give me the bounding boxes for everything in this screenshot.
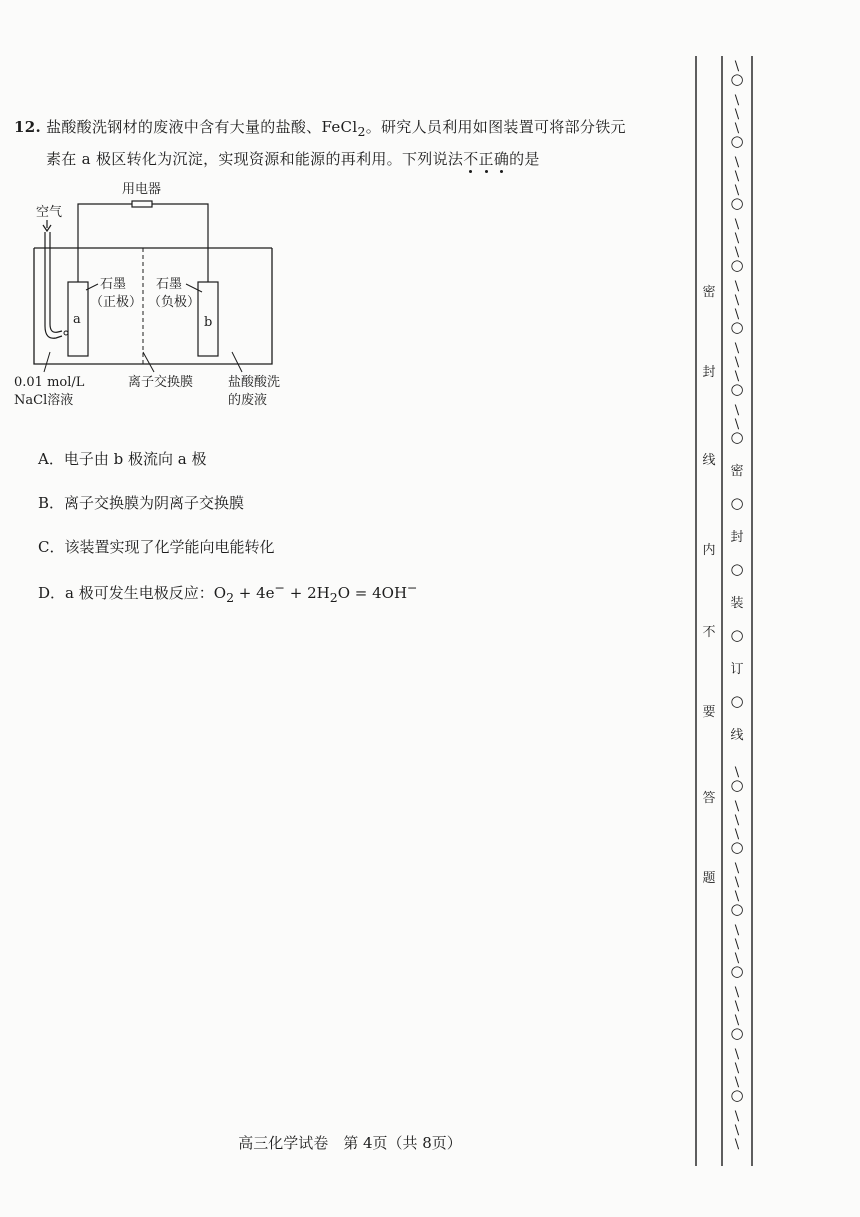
binding-slash: \ — [734, 93, 740, 108]
binding-slash: \ — [734, 107, 740, 122]
option-d-oh: O = 4OH — [337, 584, 408, 602]
page-footer: 高三化学试卷 第 4页（共 8页） — [238, 1134, 462, 1152]
binding-slash: \ — [734, 155, 740, 170]
binding-outer-char-2: 封 — [702, 365, 716, 380]
formula-fecl: FeCl — [321, 118, 358, 136]
question-number: 12. — [14, 118, 41, 136]
membrane-label: 离子交换膜 — [128, 375, 194, 390]
binding-inner-char-5: 线 — [730, 728, 744, 743]
binding-circle: ○ — [730, 494, 744, 512]
air-label: 空气 — [36, 205, 63, 220]
binding-slash: \ — [734, 1061, 740, 1076]
graphite-right-pole: （负极） — [148, 295, 201, 310]
wire-left — [78, 204, 132, 282]
binding-slash: \ — [734, 799, 740, 814]
question-text-4: 的是 — [509, 150, 540, 168]
binding-slash: \ — [734, 999, 740, 1014]
appliance-label: 用电器 — [122, 182, 162, 197]
option-d-h-sub: 2 — [329, 590, 338, 605]
binding-slash: \ — [734, 937, 740, 952]
binding-inner-char-1: 密 — [730, 464, 744, 479]
binding-slash: \ — [734, 59, 740, 74]
binding-circle: ○ — [730, 70, 744, 88]
electrolysis-diagram — [10, 176, 310, 416]
binding-slash: \ — [734, 355, 740, 370]
wire-right — [152, 204, 208, 282]
option-d-prefix: D．a 极可发生电极反应： — [38, 584, 214, 602]
binding-slash: \ — [734, 217, 740, 232]
option-d-4e: + 4e — [234, 584, 275, 602]
question-line-1 — [14, 116, 626, 139]
binding-slash: \ — [734, 169, 740, 184]
waste-label-line2: 的废液 — [228, 393, 268, 408]
graphite-right-label: 石墨 — [156, 277, 183, 292]
binding-outer-char-4: 内 — [702, 543, 716, 558]
binding-circle: ○ — [730, 692, 744, 710]
binding-slash: \ — [734, 307, 740, 322]
binding-slash: \ — [734, 861, 740, 876]
membrane-leader — [143, 352, 154, 372]
emphasis-char-3: 确 — [493, 150, 510, 168]
option-a: A．电子由 b 极流向 a 极 — [38, 450, 207, 468]
binding-slash: \ — [734, 121, 740, 136]
option-d-o-sub: 2 — [226, 590, 235, 605]
binding-outer-char-8: 题 — [702, 871, 716, 886]
waste-leader — [232, 352, 242, 372]
binding-marks — [702, 59, 743, 1152]
option-d — [38, 580, 418, 605]
binding-slash: \ — [734, 341, 740, 356]
binding-outer-char-7: 答 — [702, 791, 716, 806]
binding-slash: \ — [734, 765, 740, 780]
binding-outer-char-1: 密 — [702, 285, 716, 300]
emphasis-char-1: 不 — [463, 150, 479, 168]
binding-slash: \ — [734, 245, 740, 260]
option-b: B．离子交换膜为阴离子交换膜 — [38, 494, 245, 512]
binding-slash: \ — [734, 293, 740, 308]
binding-slash: \ — [734, 827, 740, 842]
binding-circle: ○ — [730, 132, 744, 150]
binding-outer-char-3: 线 — [702, 453, 716, 468]
waste-label-line1: 盐酸酸洗 — [228, 375, 281, 390]
electrode-a-label: a — [73, 312, 81, 327]
option-d-o: O — [213, 584, 227, 602]
binding-circle: ○ — [730, 900, 744, 918]
nacl-label-line2: NaCl溶液 — [14, 393, 74, 408]
binding-slash: \ — [734, 951, 740, 966]
question-text-1: 盐酸酸洗钢材的废液中含有大量的盐酸、 — [46, 118, 322, 136]
option-d-e-sup: − — [274, 580, 286, 595]
binding-circle: ○ — [730, 626, 744, 644]
binding-slash: \ — [734, 1109, 740, 1124]
binding-circle: ○ — [730, 776, 744, 794]
nacl-leader — [44, 352, 50, 372]
emphasis-char-2: 正 — [478, 150, 494, 168]
binding-circle: ○ — [730, 256, 744, 274]
binding-slash: \ — [734, 1013, 740, 1028]
binding-slash: \ — [734, 1123, 740, 1138]
question-text-3: 素在 a 极区转化为沉淀，实现资源和能源的再利用。下列说法 — [46, 150, 464, 168]
binding-slash: \ — [734, 875, 740, 890]
graphite-left-pole: （正极） — [90, 295, 143, 310]
binding-slash: \ — [734, 1075, 740, 1090]
nacl-label-line1: 0.01 mol/L — [14, 375, 85, 390]
graphite-left-label: 石墨 — [100, 277, 127, 292]
binding-slash: \ — [734, 889, 740, 904]
binding-slash: \ — [734, 923, 740, 938]
binding-circle: ○ — [730, 560, 744, 578]
electrode-b-label: b — [204, 315, 213, 330]
binding-slash: \ — [734, 369, 740, 384]
binding-circle: ○ — [730, 428, 744, 446]
binding-slash: \ — [734, 183, 740, 198]
binding-margin — [694, 56, 754, 1166]
binding-inner-char-2: 封 — [730, 530, 744, 545]
binding-circle: ○ — [730, 318, 744, 336]
binding-inner-char-4: 订 — [730, 662, 744, 677]
binding-slash: \ — [734, 1047, 740, 1062]
binding-circle: ○ — [730, 1024, 744, 1042]
binding-circle: ○ — [730, 962, 744, 980]
binding-inner-char-3: 装 — [730, 596, 744, 611]
appliance-resistor — [132, 201, 152, 207]
binding-circle: ○ — [730, 194, 744, 212]
binding-slash: \ — [734, 403, 740, 418]
option-c: C．该装置实现了化学能向电能转化 — [38, 538, 275, 556]
binding-slash: \ — [734, 279, 740, 294]
binding-slash: \ — [734, 1137, 740, 1152]
question-line-2 — [46, 148, 540, 169]
binding-circle: ○ — [730, 838, 744, 856]
binding-slash: \ — [734, 813, 740, 828]
formula-fecl-subscript: 2 — [357, 124, 366, 139]
binding-outer-char-5: 不 — [702, 625, 716, 640]
binding-slash: \ — [734, 985, 740, 1000]
option-d-oh-sup: − — [407, 580, 418, 595]
binding-circle: ○ — [730, 380, 744, 398]
option-d-2h: + 2H — [285, 584, 330, 602]
binding-outer-char-6: 要 — [702, 705, 716, 720]
binding-slash: \ — [734, 231, 740, 246]
binding-slash: \ — [734, 417, 740, 432]
question-text-2: 。研究人员利用如图装置可将部分铁元 — [365, 118, 626, 136]
binding-circle: ○ — [730, 1086, 744, 1104]
